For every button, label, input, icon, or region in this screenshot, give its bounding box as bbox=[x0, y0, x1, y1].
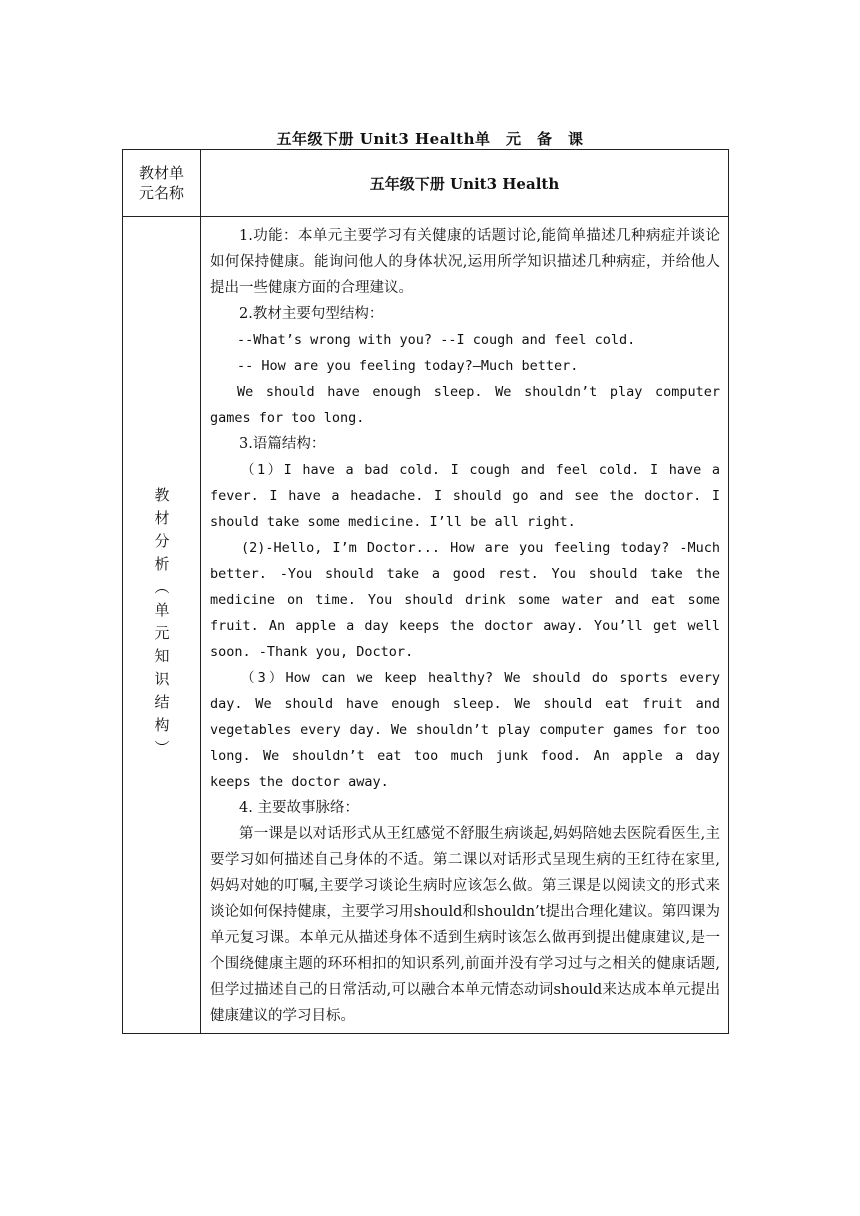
analysis-content bbox=[201, 217, 729, 1034]
lesson-plan-table bbox=[122, 149, 729, 1034]
discourse-1: （1）I have a bad cold. I cough and feel cold. I have a fever. I have a headache. I should go and see the doctor. I should take some medicine. I’ll be all right. bbox=[210, 462, 720, 530]
discourse-2: (2)-Hello, I’m Doctor... How are you feeling today? -Much better. -You should take a good rest. You should take the medicine on time. You should drink some water and eat some fruit. An apple a day keeps the doctor away. You’ll get well soon. -Thank you, Doctor. bbox=[210, 540, 720, 660]
paragraph-function: 1.功能：本单元主要学习有关健康的话题讨论,能简单描述几种病症并谈论如何保持健康。能询问他人的身体状况,运用所学知识描述几种病症，并给他人提出一些健康方面的合理建议。 bbox=[210, 228, 720, 296]
analysis-label-cell bbox=[123, 217, 201, 1034]
sentence-pattern-3: We should have enough sleep. We shouldn’t play computer games for too long. bbox=[210, 384, 720, 426]
paragraph-discourse-heading: 3.语篇结构： bbox=[239, 436, 326, 452]
paragraph-sentence-heading: 2.教材主要句型结构： bbox=[239, 306, 384, 322]
discourse-3: （3）How can we keep healthy? We should do sports every day. We should have enough sleep. We should eat fruit and vegetables every day. We shouldn’t play computer games for too long. We shouldn’t eat too much junk food. An apple a day keeps the doctor away. bbox=[210, 670, 720, 790]
page-title: 五年级下册 Unit3 Health单 元 备 课 bbox=[276, 130, 584, 148]
unit-name-row bbox=[123, 150, 729, 217]
paragraph-story-heading: 4. 主要故事脉络： bbox=[239, 800, 359, 816]
unit-name-value: 五年级下册 Unit3 Health bbox=[201, 150, 729, 217]
analysis-row bbox=[123, 217, 729, 1034]
sentence-pattern-2: -- How are you feeling today?—Much better. bbox=[237, 358, 579, 374]
analysis-label: 教材分析（单元知识结构） bbox=[152, 487, 171, 763]
unit-name-label: 教材单元名称 bbox=[123, 150, 201, 217]
sentence-pattern-1: --What’s wrong with you? --I cough and feel cold. bbox=[237, 332, 636, 348]
paragraph-story: 第一课是以对话形式从王红感觉不舒服生病谈起,妈妈陪她去医院看医生,主要学习如何描述自己身体的不适。第二课以对话形式呈现生病的王红待在家里,妈妈对她的叮嘱,主要学习谈论生病时应该怎么做。第三课是以阅读文的形式来谈论如何保持健康，主要学习用should和shouldn’t提出合理化建议。第四课为单元复习课。本单元从描述身体不适到生病时该怎么做再到提出健康建议,是一个围绕健康主题的环环相扣的知识系列,前面并没有学习过与之相关的健康话题,但学过描述自己的日常活动,可以融合本单元情态动词should来达成本单元提出健康建议的学习目标。 bbox=[210, 826, 720, 1024]
